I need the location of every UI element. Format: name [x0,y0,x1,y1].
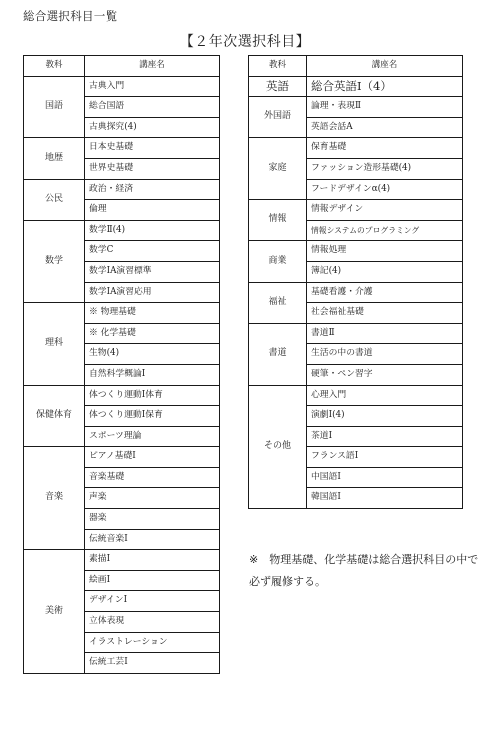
table-row [24,550,220,571]
course-cell: 政治・経済 [85,179,220,200]
course-cell: ファッション造形基礎(4) [307,158,463,179]
course-cell: 器楽 [85,509,220,530]
category-cell: 音楽 [24,447,85,550]
course-cell: 古典探究(4) [85,117,220,138]
table-row [24,385,220,406]
table-row [249,282,463,303]
course-cell: 心理入門 [307,385,463,406]
category-cell: 情報 [249,200,307,241]
course-cell: 体つくり運動Ⅰ体育 [85,385,220,406]
category-cell: 公民 [24,179,85,220]
course-cell: 情報デザイン [307,200,463,221]
category-cell: 家庭 [249,138,307,200]
category-cell: 理科 [24,303,85,385]
course-header: 講座名 [85,56,220,77]
course-cell: 生活の中の書道 [307,344,463,365]
category-cell: 商業 [249,241,307,282]
course-cell: 情報システムのプログラミング [307,220,463,241]
course-cell: 英語会話A [307,117,463,138]
page-heading: 総合選択科目一覧 [23,9,118,23]
course-cell: 情報処理 [307,241,463,262]
course-cell: フードデザインα(4) [307,179,463,200]
course-cell: 書道Ⅱ [307,323,463,344]
course-cell: 基礎看護・介護 [307,282,463,303]
table-row [24,447,220,468]
table-row [24,220,220,241]
category-cell: 外国語 [249,97,307,138]
course-cell: 数学ⅠA演習応用 [85,282,220,303]
course-cell: 伝統工芸Ⅰ [85,653,220,674]
course-cell: 立体表現 [85,612,220,633]
course-cell: 日本史基礎 [85,138,220,159]
course-cell: 論理・表現Ⅱ [307,97,463,118]
table-row [249,76,463,97]
course-cell: 絵画Ⅰ [85,570,220,591]
category-cell: 美術 [24,550,85,674]
table-row [24,76,220,97]
course-cell: 総合英語Ⅰ（4） [307,76,463,97]
table-row [249,323,463,344]
course-cell: 素描Ⅰ [85,550,220,571]
course-cell: イラストレーション [85,632,220,653]
course-cell: 体つくり運動Ⅰ保育 [85,406,220,427]
course-cell: 数学ⅠA演習標準 [85,261,220,282]
course-cell: フランス語Ⅰ [307,447,463,468]
header-row [24,56,220,77]
category-cell: 数学 [24,220,85,302]
course-cell: デザインⅠ [85,591,220,612]
course-cell: 倫理 [85,200,220,221]
table-row [24,179,220,200]
table-row [249,385,463,406]
category-cell: 福祉 [249,282,307,323]
table-row [24,303,220,324]
category-cell: 地歴 [24,138,85,179]
course-cell: 自然科学概論Ⅰ [85,364,220,385]
course-cell: 世界史基礎 [85,158,220,179]
course-cell: 生物(4) [85,344,220,365]
course-cell: 数学Ⅱ(4) [85,220,220,241]
category-cell: 保健体育 [24,385,85,447]
category-cell: 国語 [24,76,85,138]
category-header: 教科 [24,56,85,77]
course-cell: ピアノ基礎Ⅰ [85,447,220,468]
left-subject-table [23,55,220,674]
course-cell: 保育基礎 [307,138,463,159]
table-row [249,241,463,262]
course-cell: 声楽 [85,488,220,509]
course-cell: 中国語Ⅰ [307,467,463,488]
section-title: 【２年次選択科目】 [179,34,311,50]
course-cell: 総合国語 [85,97,220,118]
course-cell: ※ 物理基礎 [85,303,220,324]
course-cell: 社会福祉基礎 [307,303,463,324]
course-cell: 演劇Ⅰ(4) [307,406,463,427]
footnote: ※ 物理基礎、化学基礎は総合選択科目の中で必ず履修する。 [249,553,479,588]
category-header: 教科 [249,56,307,77]
table-row [249,200,463,221]
course-cell: 硬筆・ペン習字 [307,364,463,385]
right-subject-table [248,55,463,509]
course-cell: 簿記(4) [307,261,463,282]
header-row [249,56,463,77]
course-cell: 数学C [85,241,220,262]
course-cell: 茶道Ⅰ [307,426,463,447]
table-row [249,138,463,159]
table-row [24,138,220,159]
course-cell: 音楽基礎 [85,467,220,488]
course-cell: ※ 化学基礎 [85,323,220,344]
course-cell: 伝統音楽Ⅰ [85,529,220,550]
course-cell: 古典入門 [85,76,220,97]
category-cell: その他 [249,385,307,509]
course-cell: 韓国語Ⅰ [307,488,463,509]
category-cell: 書道 [249,323,307,385]
category-cell: 英語 [249,76,307,97]
table-row [249,97,463,118]
course-cell: スポーツ理論 [85,426,220,447]
course-header: 講座名 [307,56,463,77]
